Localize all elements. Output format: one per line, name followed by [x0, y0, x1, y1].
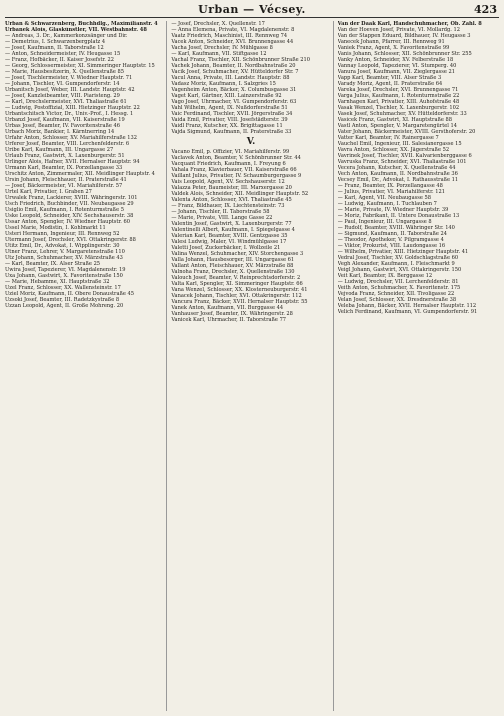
directory-entry: — Sigmund, Kaufmann, II. Taborstraße 24: [337, 231, 448, 237]
directory-entry: Valdek Alois, Schneider, XII. Meidlinger Hauptstr. 52: [171, 191, 309, 197]
directory-entry: Valazza Peter, Baumeister, III. Marxergasse 20: [171, 185, 292, 191]
directory-entry: Vaidl Franz, Kutscher, XX. Brigittagasse 11: [171, 123, 283, 129]
directory-entry: Vaillant Julius, Privatier, IV. Schaumburgergasse 9: [171, 173, 302, 179]
directory-entry: Varnhagen Karl, Privatier, XIII. Auhofstraße 48: [337, 99, 460, 105]
directory-entry: Vech Anton, Kaufmann, II. Nordbahnstraße 36: [337, 171, 458, 177]
directory-entry: Valentinelli Albert, Kaufmann, I. Spiegelgasse 4: [171, 227, 295, 233]
directory-entry: Vaniek Franz, Agent, X. Favoritenstraße 99: [337, 45, 450, 51]
directory-entry: Ussar Anton, Spengler, IV. Wiedner Hauptstr. 60: [5, 219, 131, 225]
page-number: 423: [474, 3, 497, 16]
directory-entry: — Georg, Schlossermeister, XI. Simmeringer Hauptstr. 15: [5, 63, 155, 69]
directory-entry: — Demetrius, I. Schwarzenbergplatz 4: [5, 39, 106, 45]
directory-entry: Uwira Josef, Tapezierer, VI. Magdalenenstr. 19: [5, 267, 126, 273]
directory-entry: Vejvoda Franz, Schneider, XII. Tivoligasse 22: [337, 291, 455, 297]
directory-entry: Veleba Johann, Bäcker, XVII. Hernalser Hauptstr. 112: [337, 303, 477, 309]
directory-entry: — Johann, Tischler, VI. Gumpendorferstr. 14: [5, 81, 120, 87]
directory-entry: Vahl Wilhelm, Agent, IX. Nußdorferstraße 51: [171, 105, 288, 111]
directory-entry: Urferer Josef, Beamter, VIII. Lerchenfelderstr. 6: [5, 141, 130, 147]
directory-entry: Velan Josef, Schlosser, XX. Dresdnerstraße 38: [337, 297, 457, 303]
directory-entry: — Josef, Kaufmann, II. Taborstraße 12: [5, 45, 104, 51]
directory-entry: Vauchel Emil, Ingenieur, III. Salesianergasse 15: [337, 141, 462, 147]
directory-entry: Urban & Schwarzenberg, Buchhdlg., Maximilianstr. 4: [5, 21, 158, 27]
directory-entry: — Theodor, Apotheker, V. Pilgramgasse 4: [337, 237, 444, 243]
directory-entry: Van der Hoeven Josef, Private, VI. Mollardg. 12: [337, 27, 461, 33]
directory-entry: Vajda Sigmund, Kaufmann, II. Praterstraße 33: [171, 129, 292, 135]
directory-entry: Vanecek Johann, Pfarrer, III. Rennweg 91: [337, 39, 445, 45]
directory-entry: Vacha Josef, Drechsler, IV. Mühlgasse 8: [171, 45, 273, 51]
directory-entry: Vecera Johann, Kutscher, X. Quellenstraße 44: [337, 165, 456, 171]
directory-entry: — Anna Elemena, Private, VI. Magdalenenstr. 8: [171, 27, 295, 33]
directory-entry: Vasek Josef, Schuhmacher, XV. Hütteldorferstr. 33: [337, 111, 467, 117]
directory-entry: Vavruska Franz, Schneider, XVI. Thaliastraße 101: [337, 159, 467, 165]
directory-entry: Utner Franz, Lehrer, V. Margaretenstraße 110: [5, 249, 125, 255]
directory-entry: Vacek Anton, Schneider, XVI. Brunnengasse 44: [171, 39, 294, 45]
directory-entry: Valenta Anton, Schlosser, XVI. Thaliastraße 45: [171, 197, 292, 203]
directory-entry: — Ludwig, Drechsler, VII. Lerchenfelderstr. 81: [337, 279, 459, 285]
directory-entry: Vanhauser Josef, Beamter, IX. Währingerstr. 28: [171, 311, 293, 317]
directory-entry: Uzel Franz, Schlosser, XX. Wallensteinstr. 17: [5, 285, 121, 291]
directory-entry: Valouch Josef, Beamter, V. Reinprechtsdorferstr. 2: [171, 275, 301, 281]
directory-entry: Vagenheim Anton, Bäcker, X. Columbusgasse 31: [171, 87, 297, 93]
directory-entry: Vasicek Franz, Gastwirt, XI. Hauptstraße 88: [337, 117, 452, 123]
directory-entry: Vais Leopold, Agent, XV. Sechshauserstr. 12: [171, 179, 285, 185]
directory-entry: Urbach Moriz, Bankier, I. Kärntnerring 14: [5, 129, 115, 135]
directory-entry: Vacul Anna, Private, III. Landstr. Hauptstr. 88: [171, 75, 290, 81]
directory-entry: Urmann Karl, Beamter, IX. Porzellangasse 33: [5, 165, 123, 171]
directory-entry: Uziel Moriz, Kaufmann, II. Obere Donaustraße 45: [5, 291, 134, 297]
directory-entry: Usteri Hermann, Ingenieur, III. Rennweg 52: [5, 231, 120, 237]
directory-entry: — Josef, Tischlermeister, V. Wiedner Hauptstr. 71: [5, 75, 133, 81]
directory-entry: Vasak Wenzel, Tischler, X. Laxenburgerstr. 102: [337, 105, 460, 111]
directory-entry: Vachal Franz, Tischler, XII. Schönbrunner Straße 210: [171, 57, 310, 63]
directory-entry: Vaclavek Anton, Beamter, V. Schönbrunner Str. 44: [171, 155, 301, 161]
directory-entry: Vareka Josef, Drechsler, XVI. Brunnengasse 71: [337, 87, 459, 93]
directory-entry: Urbas Josef, Beamter, IV. Favoritenstraße 46: [5, 123, 120, 129]
directory-entry: — Karl, Beamter, IX. Alser Straße 25: [5, 261, 101, 267]
directory-entry: Vago Josef, Uhrmacher, VI. Gumpendorferstr. 63: [171, 99, 297, 105]
directory-entry: Uribe Karl, Kaufmann, III. Ungargasse 27: [5, 147, 114, 153]
directory-entry: Valerian Karl, Beamter, XVIII. Gentzgasse 35: [171, 233, 288, 239]
section-heading: V.: [246, 137, 256, 147]
directory-entry: Urwalek Franz, Lackierer, XVIII. Währingerstr. 101: [5, 195, 138, 201]
directory-entry: — Rudolf, Beamter, XVIII. Währinger Str. 140: [337, 225, 455, 231]
directory-entry: Vaida Emil, Privatier, VIII. Josefstädterstr. 39: [171, 117, 288, 123]
directory-entry: Urbanitsch Josef, Weber, III. Landstr. Hauptstr. 42: [5, 87, 135, 93]
column-1: [5, 21, 167, 711]
directory-entry: Vanek Anton, Kaufmann, VII. Burggasse 44: [171, 305, 284, 311]
directory-entry: — Karl, Kaufmann, VII. Stiftgasse 12: [171, 51, 267, 57]
directory-entry: Vatter Karl, Beamter, IV. Rainergasse 7: [337, 135, 439, 141]
directory-entry: Urtel Karl, Privatier, I. Graben 27: [5, 189, 92, 195]
directory-entry: Uxa Johann, Gastwirt, X. Favoritenstraße 150: [5, 273, 123, 279]
directory-entry: Urlinger Alois, Hafner, XVII. Hernalser Hauptstr. 94: [5, 159, 140, 165]
columns: [5, 21, 499, 711]
directory-entry: Vacano Emil, p. Offizier, VI. Mariahilferstr. 99: [171, 149, 290, 155]
directory-entry: Vaic Ferdinand, Tischler, XVII. Jörgerstraße 34: [171, 111, 293, 117]
column-3: [338, 21, 499, 711]
directory-entry: Vadasz Moriz, Kaufmann, I. Salzgries 15: [171, 81, 276, 87]
directory-entry: — Josef, Kanzleibeamter, VIII. Piaristeng. 29: [5, 93, 120, 99]
directory-entry: Varady Moriz, Agent, II. Praterstraße 64: [337, 81, 443, 87]
directory-entry: Urbanzl Josef, Kaufmann, VII. Kaiserstraße 19: [5, 117, 125, 123]
directory-entry: Uske Leopold, Schneider, XIV. Sechshauserstr. 38: [5, 213, 134, 219]
directory-entry: Utermann Josef, Drechsler, XVI. Ottakringerstr. 88: [5, 237, 136, 243]
directory-entry: — Paul, Ingenieur, III. Ungargasse 8: [337, 219, 432, 225]
directory-entry: Vavrinek Josef, Tischler, XVII. Kalvarienberggasse 6: [337, 153, 472, 159]
directory-entry: Vaget Karl, Gärtner, XIII. Lainzerstraße 92: [171, 93, 282, 99]
running-title: Urban — Vécsey.: [198, 3, 306, 16]
directory-entry: Utitz Emil, Dr., Advokat, I. Wipplingerstr. 30: [5, 243, 120, 249]
directory-entry: Uzsoki Josef, Beamter, III. Radetzkystraße 8: [5, 297, 120, 303]
directory-entry: Urschitz Anton, Zimmermaler, XII. Meidlinger Hauptstr. 4: [5, 171, 155, 177]
directory-entry: Van der Daak Karl, Handschuhmacher, Ob. Zahl. 8: [337, 21, 482, 27]
directory-entry: — Julius, Privatier, VI. Mariahilferstr. 121: [337, 189, 445, 195]
directory-entry: Valentin Josef, Gastwirt, X. Laxenburgerstr. 77: [171, 221, 292, 227]
directory-entry: — Ludwig, Kaufmann, I. Tuchlauben 7: [337, 201, 437, 207]
directory-entry: Vapp Karl, Beamter, VIII. Alser Straße 3: [337, 75, 442, 81]
directory-entry: Ussel Marie, Modistin, I. Kohlmarkt 11: [5, 225, 106, 231]
directory-entry: — Moriz, Fabrikant, II. Untere Donaustraße 13: [337, 213, 460, 219]
directory-entry: Urbantschitsch Victor, Dr., Univ.-Prof., I. Hessg. 1: [5, 111, 134, 117]
directory-entry: Vanacek Johann, Tischler, XVI. Ottakringerstr. 112: [171, 293, 302, 299]
directory-entry: Valina Wenzel, Schuhmacher, XIV. Storchengasse 3: [171, 251, 304, 257]
directory-entry: — Marie, Private, VIII. Lange Gasse 22: [171, 215, 273, 221]
directory-entry: — Johann, Tischler, II. Taborstraße 58: [171, 209, 270, 215]
directory-entry: Valla Johann, Hausbesorger, III. Ungargasse 61: [171, 257, 295, 263]
directory-entry: Vannay Leopold, Tapezierer, VI. Stumperg. 40: [337, 63, 457, 69]
directory-entry: Velich Ferdinand, Kaufmann, VI. Gumpendorferstr. 91: [337, 309, 478, 315]
directory-entry: Valetti Josef, Zuckerbäcker, I. Wollzeile 21: [171, 245, 281, 251]
directory-entry: — Ludwig, Postoffizial, XIII. Hietzinger Hauptstr. 22: [5, 105, 140, 111]
directory-entry: Urfahr Anton, Schlosser, XV. Mariahilferstraße 132: [5, 135, 138, 141]
directory-entry: Vedral Josef, Tischler, XV. Goldschlagstraße 60: [337, 255, 459, 261]
directory-entry: — Karl, Agent, VII. Neubaugasse 58: [337, 195, 431, 201]
directory-entry: — Franz, Hofbäcker, II. Kaiser Josefstr. 22: [5, 57, 114, 63]
directory-entry: Usiglio Emil, Kaufmann, I. Rotenturmstraße 5: [5, 207, 124, 213]
directory-entry: Varga Julius, Kaufmann, I. Rotenturmstraße 22: [337, 93, 460, 99]
directory-entry: — Josef, Drechsler, X. Quellenstr. 17: [171, 21, 265, 27]
directory-entry: Vegh Alexander, Kaufmann, I. Fleischmarkt 9: [337, 261, 455, 267]
directory-entry: — Franz, Beamter, IX. Porzellangasse 48: [337, 183, 443, 189]
directory-entry: Vater Johann, Bäckermeister, XVIII. Gersthoferstr. 20: [337, 129, 476, 135]
directory-entry: Veigl Johann, Gastwirt, XVI. Ottakringerstr. 150: [337, 267, 462, 273]
directory-entry: Valta Karl, Spengler, XI. Simmeringer Hauptstr. 66: [171, 281, 303, 287]
column-2: [171, 21, 333, 711]
directory-entry: Utz Johann, Schuhmacher, XV. Märzstraße 43: [5, 255, 123, 261]
directory-entry: Valnoha Franz, Drechsler, X. Quellenstraße 130: [171, 269, 295, 275]
directory-entry: — Wilhelm, Privatier, XIII. Hietzinger Hauptstr. 41: [337, 249, 469, 255]
directory-entry: Vanicek Karl, Uhrmacher, II. Taborstraße 77: [171, 317, 287, 323]
directory-entry: Urbanek Alois, Glaskünstler, VII. Westbahnstr. 48: [5, 27, 147, 33]
directory-entry: Vahala Franz, Klavierbauer, VII. Kaiserstraße 66: [171, 167, 297, 173]
directory-entry: — Viktor, Prokurist, VIII. Laudongasse 16: [337, 243, 446, 249]
directory-entry: Ursin Johann, Fleischhauer, II. Praterstraße 41: [5, 177, 127, 183]
directory-entry: Usch Friedrich, Buchbinder, VII. Neubaugasse 29: [5, 201, 134, 207]
directory-entry: Vachek Johann, Beamter, II. Nordbahnstraße 20: [171, 63, 296, 69]
directory-entry: Vanky Anton, Schneider, XV. Felberstraße 18: [337, 57, 454, 63]
directory-entry: Vastl Anton, Spengler, V. Margaretengürtel 14: [337, 123, 458, 129]
directory-entry: Urlaub Franz, Gastwirt, X. Laxenburgerstr. 51: [5, 153, 125, 159]
directory-entry: Vanura Josef, Kaufmann, VII. Zieglergasse 21: [337, 69, 456, 75]
directory-entry: Uzzan Leopold, Agent, II. Große Mohreng. 20: [5, 303, 124, 309]
directory-entry: Van der Stappen Eduard, Bildhauer, IV. Heugasse 3: [337, 33, 471, 39]
directory-entry: Vancura Franz, Bäcker, XVII. Hernalser Hauptstr. 55: [171, 299, 308, 305]
directory-entry: — Anton, Schneidermeister, IV. Heugasse 15: [5, 51, 121, 57]
directory-entry: — Marie, Private, IV. Wiedner Hauptstr. 39: [337, 207, 449, 213]
directory-entry: — Marie, Hausbesitzerin, X. Quellenstraße 85: [5, 69, 125, 75]
directory-entry: Vacik Josef, Schuhmacher, XV. Hütteldorfer Str. 7: [171, 69, 299, 75]
directory-entry: Vecsey Emil, Dr., Advokat, I. Rathausstraße 11: [337, 177, 459, 183]
directory-entry: Vana Wenzel, Schlosser, XX. Klosterneuburgerstr. 41: [171, 287, 308, 293]
page-header: [5, 3, 499, 18]
directory-entry: Vallant Anton, Fleischhauer, XV. Märzstraße 88: [171, 263, 294, 269]
directory-entry: — Andreas, 3. Dr., Kammerkonzsänger und Dir.: [5, 33, 128, 39]
directory-entry: — Josef, Bäckermeister, VI. Mariahilferstr. 57: [5, 183, 123, 189]
directory-entry: — Karl, Drechslermeister, XVI. Thaliastraße 61: [5, 99, 127, 105]
directory-entry: Vanis Johann, Schlosser, XII. Schönbrunner Str. 255: [337, 51, 472, 57]
directory-entry: — Marie, Hebamme, XI. Hauptstraße 32: [5, 279, 110, 285]
directory-entry: Veit Karl, Beamter, IX. Berggasse 12: [337, 273, 433, 279]
directory-entry: Vaatz Friedrich, Maschinist, III. Rennweg 74: [171, 33, 288, 39]
directory-entry: Valesi Ludwig, Maler, VI. Windmühlgasse 17: [171, 239, 287, 245]
directory-entry: Vacquant Friedrich, Kaufmann, I. Freyung 6: [171, 161, 286, 167]
directory-entry: Vavra Anton, Schlosser, XX. Jägerstraße 52: [337, 147, 450, 153]
directory-entry: Veith Anton, Schuhmacher, X. Favoritenstr. 175: [337, 285, 461, 291]
directory-entry: — Franz, Bildhauer, IX. Liechtensteinstr. 73: [171, 203, 285, 209]
